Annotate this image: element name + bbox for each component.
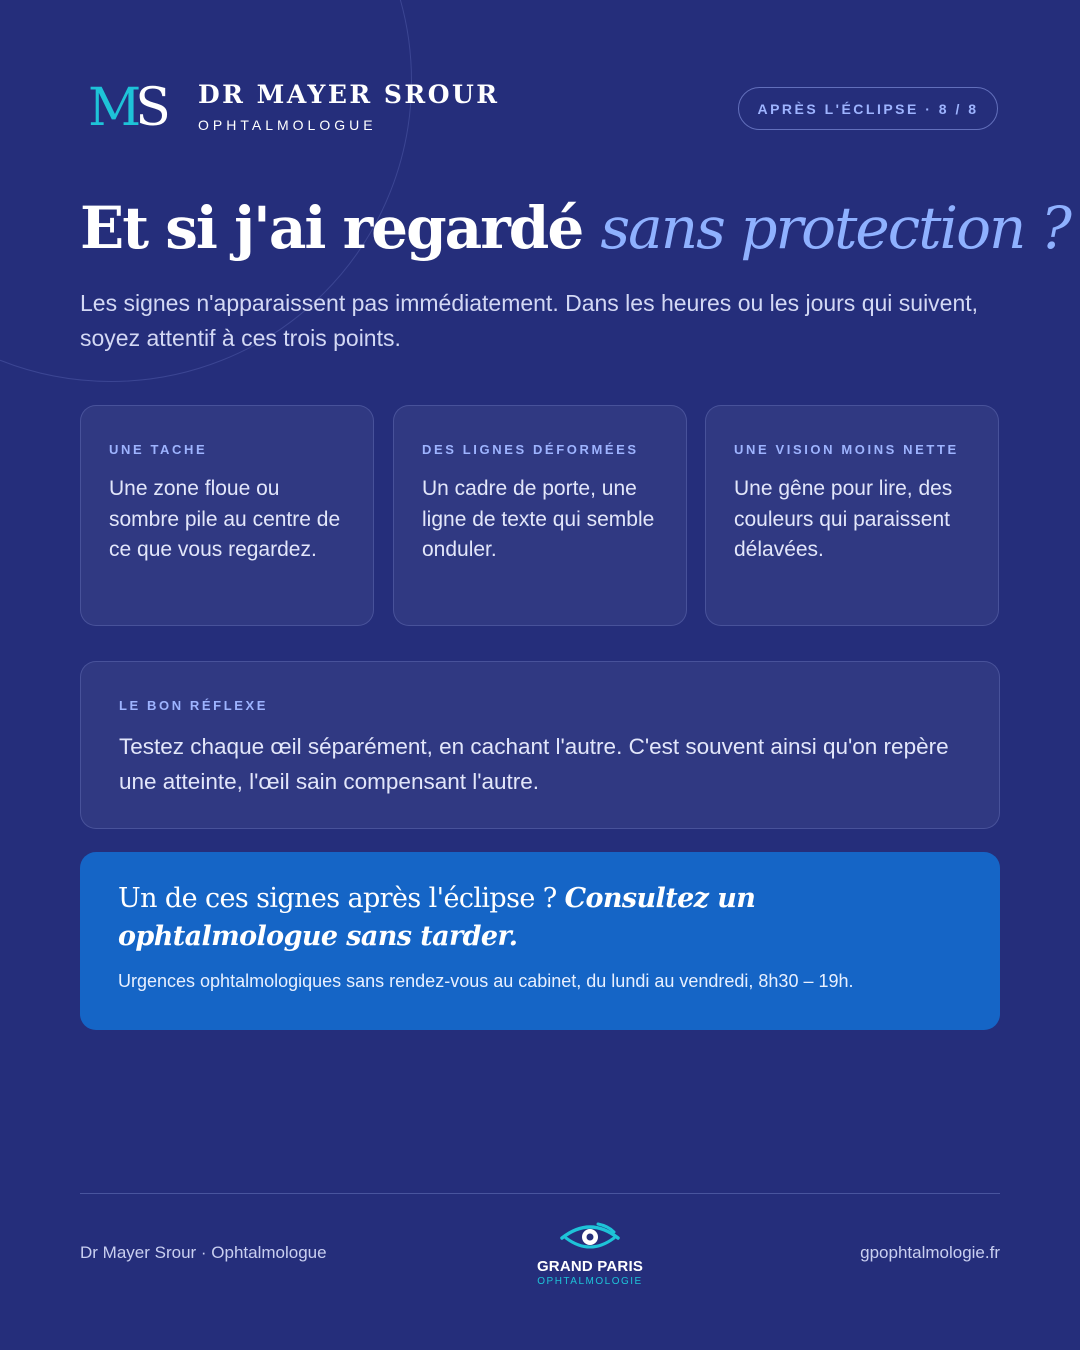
title-emphasis: sans protection ? (600, 194, 1070, 262)
reflex-label: LE BON RÉFLEXE (119, 698, 269, 713)
doctor-name: DR MAYER SROUR (198, 80, 500, 109)
reflex-text: Testez chaque œil séparément, en cachant l'autre. C'est souvent ainsi qu'on repère une atteinte, l'œil sain compensant l'autre. (119, 734, 949, 794)
card-text: Un cadre de porte, une ligne de texte qui semble onduler. (422, 477, 655, 561)
monogram-logo (88, 78, 165, 138)
symptom-card-lignes (393, 405, 687, 626)
cta-heading (118, 880, 962, 956)
monogram-m: M (88, 78, 136, 138)
cta-lead: Un de ces signes après l'éclipse ? (118, 883, 565, 914)
symptom-card-vision (705, 405, 999, 626)
card-label: UNE TACHE (109, 442, 208, 457)
grand-paris-logo (520, 1218, 660, 1288)
eye-icon (558, 1218, 622, 1256)
reflex-panel (80, 661, 1000, 829)
cta-panel (80, 852, 1000, 1030)
footer-divider (80, 1193, 1000, 1194)
page-title (80, 190, 1070, 266)
logo-name: GRAND PARIS (536, 1258, 644, 1275)
monogram-s: S (135, 78, 165, 138)
intro-text: Les signes n'apparaissent pas immédiatement. Dans les heures ou les jours qui suivent, soyez attentif à ces trois points. (80, 290, 979, 351)
series-badge: APRÈS L'ÉCLIPSE · 8 / 8 (738, 87, 998, 130)
card-text: Une zone floue ou sombre pile au centre de ce que vous regardez. (109, 477, 341, 561)
card-label: UNE VISION MOINS NETTE (734, 442, 959, 457)
cta-subtext: Urgences ophtalmologiques sans rendez-vous au cabinet, du lundi au vendredi, 8h30 – 19h. (118, 971, 854, 991)
footer-website-link[interactable]: gpophtalmologie.fr (860, 1243, 1000, 1262)
doctor-specialty: OPHTALMOLOGUE (198, 117, 377, 133)
cta-emphasis: Consultez un ophtalmologue sans tarder. (118, 883, 756, 952)
card-label: DES LIGNES DÉFORMÉES (422, 442, 639, 457)
card-text: Une gêne pour lire, des couleurs qui paraissent délavées. (734, 477, 953, 561)
title-main: Et si j'ai regardé (80, 194, 601, 262)
logo-subtitle: OPHTALMOLOGIE (537, 1276, 643, 1287)
symptom-card-tache (80, 405, 374, 626)
footer-doctor: Dr Mayer Srour · Ophtalmologue (80, 1243, 327, 1262)
